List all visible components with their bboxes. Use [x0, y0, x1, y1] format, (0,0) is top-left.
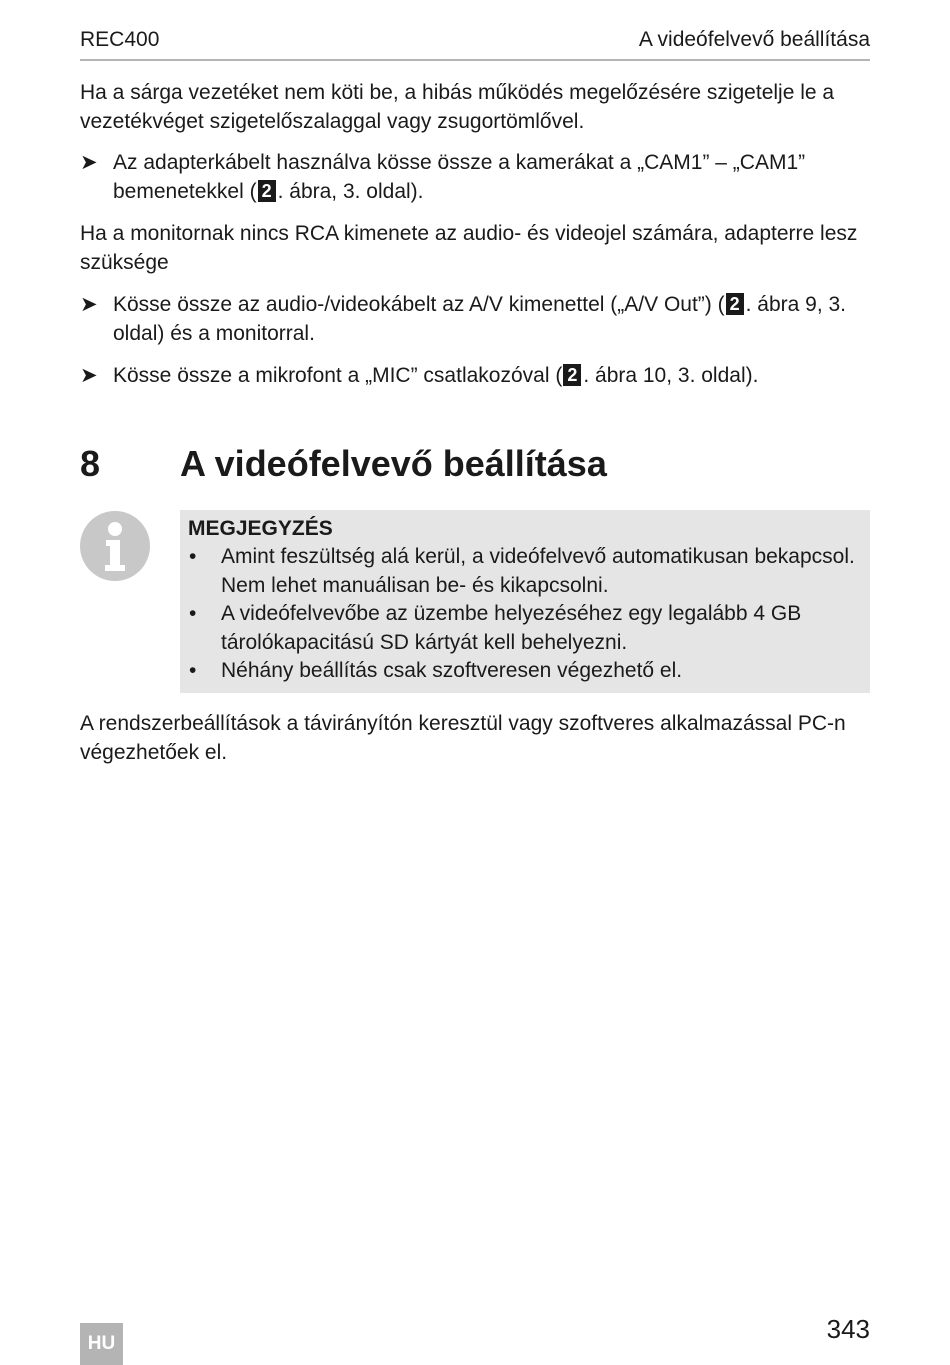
- note-box: [180, 510, 870, 693]
- note-item: • A videófelvevőbe az üzembe helyezéséhez egy legalább 4 GB tárolókapacitású SD kártyát kell behelyezni.: [189, 602, 802, 654]
- bullet-dot-icon: •: [189, 659, 197, 682]
- bullet-dot-icon: •: [189, 602, 197, 625]
- paragraph-monitor-rca: Ha a monitornak nincs RCA kimenete az audio- és videojel számára, adapterre lesz szüksége: [80, 222, 858, 274]
- section-title: A videófelvevő beállítása: [180, 443, 607, 484]
- instruction-av-cable: [80, 290, 870, 348]
- note-title: MEGJEGYZÉS: [188, 517, 333, 540]
- figure-reference: 2: [258, 180, 276, 202]
- info-icon: [80, 511, 150, 581]
- arrow-bullet-icon: ➤: [80, 293, 98, 316]
- section-number: 8: [80, 443, 101, 484]
- running-header-title: A videófelvevő beállítása: [638, 28, 870, 51]
- instruction-text: Az adapterkábelt használva kösse össze a kamerákat a „CAM1” – „CAM1” bemenetekkel ( 2 . ábra, 3. oldal).: [113, 151, 806, 203]
- language-badge: HU: [80, 1323, 123, 1365]
- page-number: 343: [826, 1314, 870, 1344]
- arrow-bullet-icon: ➤: [80, 151, 98, 174]
- note-item: • Amint feszültség alá kerül, a videófelvevő automatikusan bekapcsol. Nem lehet manuálisan be- és kikapcsolni.: [189, 545, 855, 597]
- instruction-text: Kösse össze a mikrofont a „MIC” csatlakozóval ( 2 . ábra 10, 3. oldal).: [113, 364, 759, 387]
- instruction-microphone: [80, 361, 870, 390]
- figure-reference: 2: [726, 293, 744, 315]
- instruction-cameras: [80, 148, 870, 206]
- paragraph-yellow-wire: Ha a sárga vezetéket nem köti be, a hibás működés megelőzésére szigetelje le a vezetékvéget szigetelőszalaggal vagy zsugortömlővel.: [80, 81, 835, 133]
- figure-reference: 2: [563, 364, 581, 386]
- paragraph-system-settings: A rendszerbeállítások a távirányítón keresztül vagy szoftveres alkalmazással PC-n végezhetőek el.: [80, 712, 846, 764]
- arrow-bullet-icon: ➤: [80, 364, 98, 387]
- note-item: • Néhány beállítás csak szoftveresen végezhető el.: [180, 657, 870, 686]
- document-model: REC400: [80, 28, 160, 51]
- note-list: [180, 543, 870, 686]
- instruction-text: Kösse össze az audio-/videokábelt az A/V kimenettel („A/V Out”) ( 2 . ábra 9, 3. oldal) és a monitorral.: [113, 293, 847, 345]
- bullet-dot-icon: •: [189, 545, 197, 568]
- page-header: [80, 28, 870, 61]
